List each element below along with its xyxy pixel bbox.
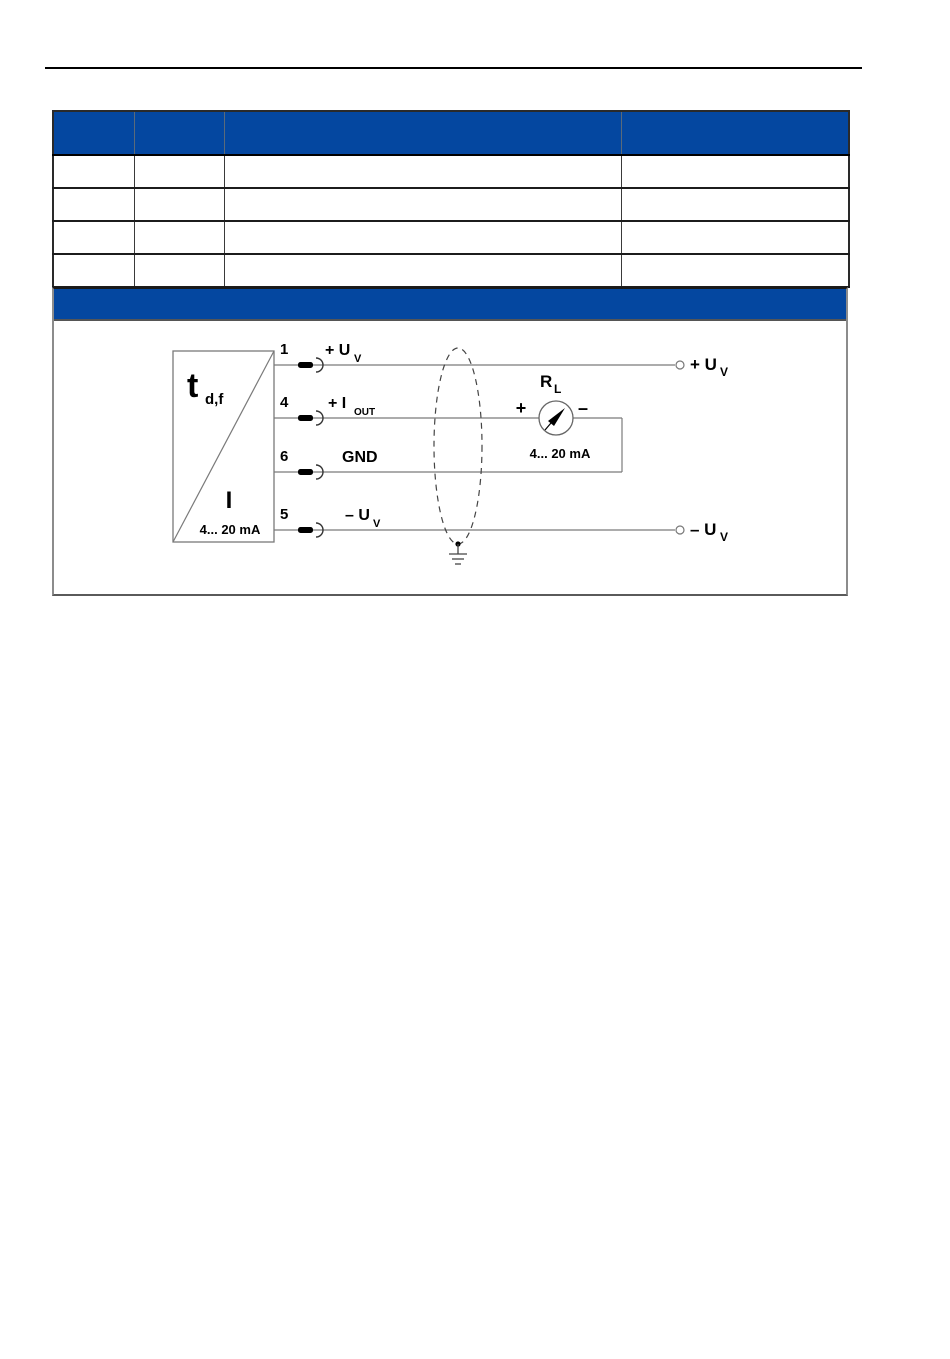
supply-plus-subscript: V <box>720 365 729 379</box>
shield-ellipse <box>434 348 482 544</box>
spec-table-header-cell <box>224 111 621 155</box>
spec-table-header-cell <box>134 111 224 155</box>
open-terminal-icon <box>676 526 684 534</box>
supply-minus-label: – U <box>690 520 717 539</box>
terminal-label: + U <box>325 342 351 359</box>
terminal-numbers <box>280 341 289 523</box>
device-output-quantity: I <box>225 487 233 514</box>
table-row <box>53 188 849 221</box>
table-cell <box>53 155 134 188</box>
terminal-label-subscript: V <box>373 518 381 530</box>
table-cell <box>53 188 134 221</box>
figure-banner <box>54 289 846 321</box>
terminal-pins <box>298 358 323 537</box>
supply-terminals <box>676 355 728 544</box>
earth-ground-icon <box>449 544 467 564</box>
terminal-label: + I <box>328 395 347 412</box>
device-symbol: t <box>187 367 199 405</box>
table-cell <box>224 254 621 287</box>
supply-minus-subscript: V <box>720 530 729 544</box>
terminal-label: – U <box>345 507 370 524</box>
load-resistor-subscript: L <box>554 382 562 396</box>
meter-range-label: 4... 20 mA <box>529 446 591 461</box>
table-cell <box>621 254 849 287</box>
meter-minus-sign: – <box>577 398 589 418</box>
terminal-labels <box>325 342 381 530</box>
table-cell <box>134 254 224 287</box>
connection-diagram <box>54 321 846 594</box>
spec-table-header-cell <box>621 111 849 155</box>
cable-shield <box>434 348 482 564</box>
table-cell <box>134 188 224 221</box>
open-terminal-icon <box>676 361 684 369</box>
spec-table-header-cell <box>53 111 134 155</box>
load-resistor-label: R <box>540 372 553 391</box>
meter-plus-sign: + <box>515 398 527 418</box>
supply-plus-label: + U <box>690 355 717 374</box>
device-symbol-subscript: d,f <box>205 391 224 408</box>
table-cell <box>53 254 134 287</box>
terminal-number: 4 <box>280 394 289 411</box>
connection-diagram-figure <box>52 287 848 596</box>
terminal-label-subscript: OUT <box>354 407 376 418</box>
table-cell <box>621 221 849 254</box>
table-cell <box>134 155 224 188</box>
terminal-number: 6 <box>280 448 289 465</box>
wires <box>274 365 675 530</box>
table-cell <box>224 155 621 188</box>
header-divider <box>45 67 862 69</box>
table-cell <box>224 221 621 254</box>
terminal-label-subscript: V <box>354 353 362 365</box>
terminal-label: GND <box>342 449 378 466</box>
table-cell <box>621 155 849 188</box>
table-cell <box>134 221 224 254</box>
device-output-range: 4... 20 mA <box>199 522 261 537</box>
table-cell <box>224 188 621 221</box>
transmitter-box <box>173 351 274 542</box>
table-row <box>53 254 849 287</box>
terminal-number: 1 <box>280 341 289 358</box>
table-cell <box>53 221 134 254</box>
table-row <box>53 221 849 254</box>
table-row <box>53 155 849 188</box>
load-meter <box>516 372 591 461</box>
terminal-number: 5 <box>280 506 289 523</box>
spec-table <box>52 110 850 288</box>
table-cell <box>621 188 849 221</box>
spec-table-header-row <box>53 111 849 155</box>
